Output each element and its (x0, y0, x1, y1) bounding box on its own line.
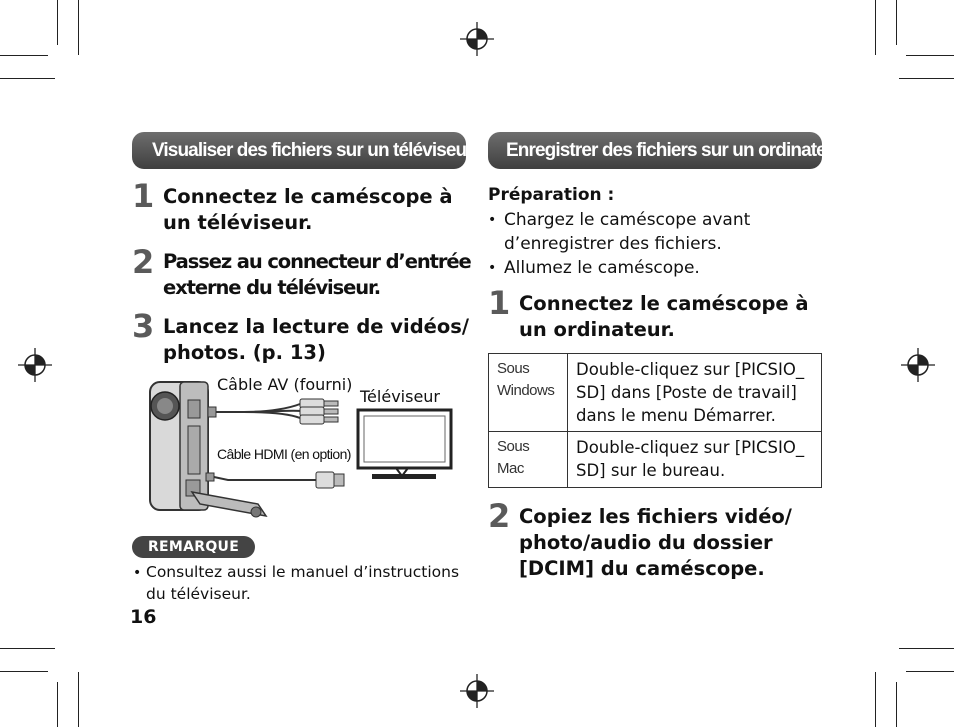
section-heading-tv: Visualiser des fichiers sur un téléviseur (132, 132, 466, 169)
step-number: 3 (132, 307, 155, 345)
step-number: 1 (132, 177, 155, 215)
step-text: Passez au connecteur d’entrée externe du téléviseur. (163, 250, 471, 299)
preparation-title: Préparation : (488, 185, 615, 205)
os-cell: Sous Windows (489, 354, 568, 432)
table-row (489, 354, 822, 432)
step-text: Lancez la lecture de vidéos/ photos. (p. 13) (163, 315, 470, 364)
television-icon (358, 410, 451, 479)
bullet: • (488, 260, 497, 276)
step-text: Connectez le caméscope à un ordinateur. (519, 292, 809, 341)
hdmi-cable-label: Câble HDMI (en option) (217, 446, 351, 462)
remark-text: Consultez aussi le manuel d’instructions du téléviseur. (146, 563, 460, 603)
step-number: 1 (488, 284, 511, 322)
preparation-item: Chargez le caméscope avant d’enregistrer des fichiers. (504, 210, 751, 254)
step-number: 2 (132, 243, 155, 281)
registration-mark-icon (460, 22, 494, 56)
registration-mark-icon (18, 348, 52, 382)
preparation-item: Allumez le caméscope. (504, 258, 700, 278)
desc-cell: Double-cliquez sur [PICSIO_ SD] dans [Poste de travail] dans le menu Démarrer. (568, 354, 822, 432)
av-cable-label: Câble AV (fourni) (217, 375, 353, 394)
desc-cell: Double-cliquez sur [PICSIO_ SD] sur le bureau. (568, 432, 822, 488)
registration-mark-icon (901, 348, 935, 382)
os-instructions-table (488, 353, 822, 488)
av-cable-icon (208, 399, 338, 424)
page-number: 16 (130, 606, 157, 628)
bullet: • (488, 212, 497, 228)
os-cell: Sous Mac (489, 432, 568, 488)
step-text: Connectez le caméscope à un téléviseur. (163, 185, 453, 234)
hdmi-cable-icon (206, 472, 344, 488)
registration-mark-icon (460, 674, 494, 708)
remark-badge: REMARQUE (132, 536, 255, 558)
tv-label: Téléviseur (360, 387, 440, 406)
bullet: • (133, 565, 142, 581)
table-row (489, 432, 822, 488)
step-number: 2 (488, 497, 511, 535)
section-heading-computer: Enregistrer des fichiers sur un ordinateur (488, 132, 822, 169)
step-text: Copiez les fichiers vidéo/ photo/audio du dossier [DCIM] du caméscope. (519, 505, 792, 580)
